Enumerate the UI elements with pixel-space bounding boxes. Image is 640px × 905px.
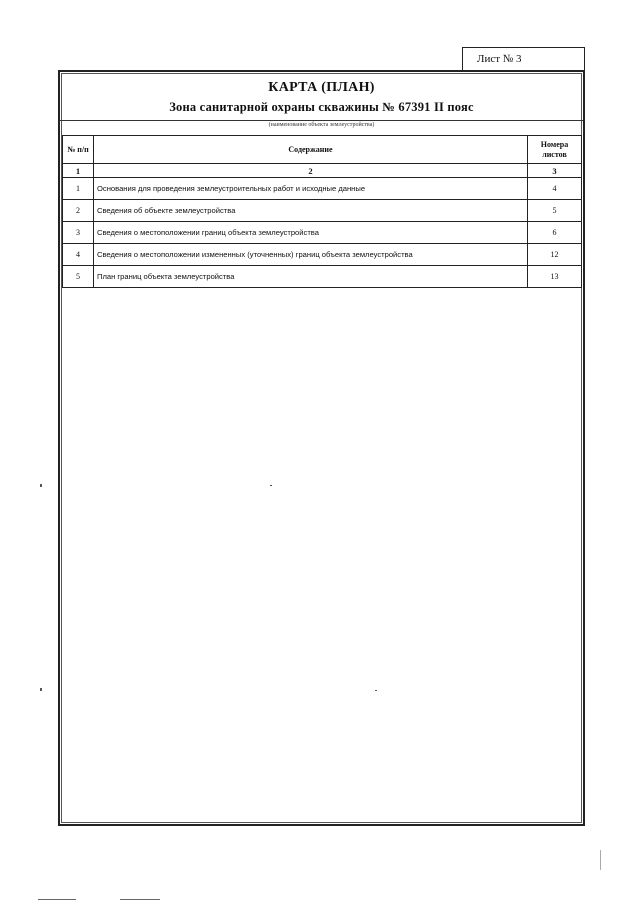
header-pages: Номера листов xyxy=(528,136,582,164)
object-name-caption: (наименование объекта землеустройства) xyxy=(268,122,375,128)
scan-speck xyxy=(375,690,377,691)
row-content: План границ объекта землеустройства xyxy=(94,266,528,288)
header-content: Содержание xyxy=(94,136,528,164)
row-pages: 13 xyxy=(528,266,582,288)
row-number: 2 xyxy=(63,200,94,222)
sheet-number-label: Лист № 3 xyxy=(462,47,585,71)
row-number: 4 xyxy=(63,244,94,266)
column-index: 3 xyxy=(528,164,582,178)
column-index: 1 xyxy=(63,164,94,178)
table-row xyxy=(63,244,582,266)
row-content: Сведения о местоположении измененных (уточненных) границ объекта землеустройства xyxy=(94,244,528,266)
row-content: Сведения о местоположении границ объекта землеустройства xyxy=(94,222,528,244)
table-row xyxy=(63,200,582,222)
scan-speck xyxy=(270,485,272,486)
scan-speck xyxy=(600,850,601,870)
row-pages: 12 xyxy=(528,244,582,266)
document-subtitle: Зона санитарной охраны скважины № 67391 II пояс xyxy=(169,100,474,114)
row-pages: 6 xyxy=(528,222,582,244)
header-num: № п/п xyxy=(63,136,94,164)
contents-table xyxy=(62,135,582,288)
footer-rule xyxy=(120,899,160,900)
table-row xyxy=(63,178,582,200)
contents-header-row xyxy=(63,136,582,164)
row-number: 3 xyxy=(63,222,94,244)
scan-speck xyxy=(40,688,42,691)
document-title: КАРТА (ПЛАН) xyxy=(268,80,375,95)
table-row xyxy=(63,266,582,288)
table-row xyxy=(63,222,582,244)
row-number: 1 xyxy=(63,178,94,200)
row-content: Основания для проведения землеустроительных работ и исходные данные xyxy=(94,178,528,200)
row-pages: 4 xyxy=(528,178,582,200)
row-content: Сведения об объекте землеустройства xyxy=(94,200,528,222)
footer-rule xyxy=(38,899,76,900)
row-number: 5 xyxy=(63,266,94,288)
column-index: 2 xyxy=(94,164,528,178)
column-index-row xyxy=(63,164,582,178)
scan-speck xyxy=(40,484,42,487)
row-pages: 5 xyxy=(528,200,582,222)
